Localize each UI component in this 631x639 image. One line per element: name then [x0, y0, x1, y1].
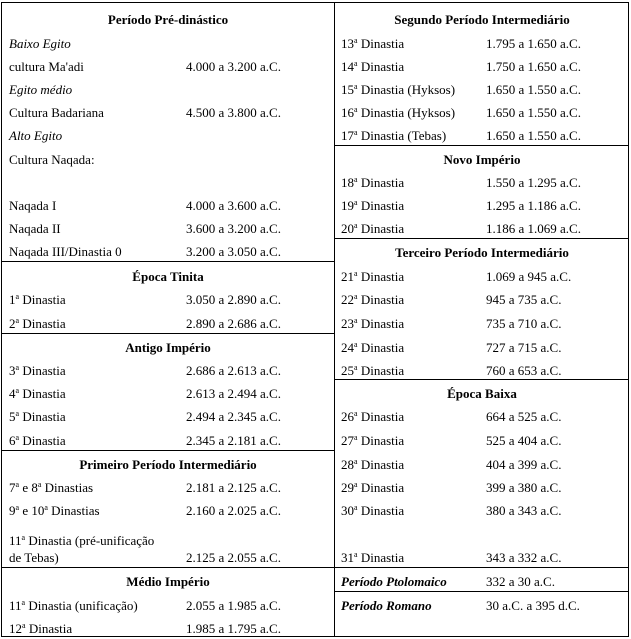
section-divider [334, 379, 629, 380]
dynasty-label: 21$^a$ Dinastia [341, 269, 405, 284]
dynasty-date: 2.686 a 2.613 a.C. [186, 363, 281, 378]
section-divider [1, 261, 334, 262]
period-date: 332 a 30 a.C. [486, 574, 555, 589]
period-date: 4.500 a 3.800 a.C. [186, 105, 281, 120]
period-label: cultura Ma'adi [9, 59, 84, 74]
section-title: Época Tinita [132, 269, 204, 284]
dynasty-date: 735 a 710 a.C. [486, 316, 562, 331]
dynasty-label: 27$^a$ Dinastia [341, 433, 405, 448]
dynasty-label: 22$^a$ Dinastia [341, 292, 405, 307]
dynasty-label: 19$^a$ Dinastia [341, 198, 405, 213]
dynasty-label: 30$^a$ Dinastia [341, 503, 405, 518]
section-title: Novo Império [443, 152, 521, 167]
dynasty-date: 2.613 a 2.494 a.C. [186, 386, 281, 401]
period-date: 4.000 a 3.200 a.C. [186, 59, 281, 74]
period-label: Cultura Badariana [9, 105, 104, 120]
dynasty-date: 380 a 343 a.C. [486, 503, 562, 518]
dynasty-label: 9$^a$ e 10$^a$ Dinastias [9, 503, 100, 518]
dynasty-label: 11$^a$ Dinastia (pré-unificação [9, 533, 155, 548]
section-title: Médio Império [126, 574, 210, 589]
dynasty-label: 12$^a$ Dinastia [9, 621, 73, 636]
dynasty-label: 24$^a$ Dinastia [341, 340, 405, 355]
dynasty-date: 1.750 a 1.650 a.C. [486, 59, 581, 74]
section-divider [334, 591, 629, 592]
dynasty-label: 5$^a$ Dinastia [9, 409, 66, 424]
dynasty-label: 15$^a$ Dinastia (Hyksos) [341, 82, 456, 97]
section-title: Primeiro Período Intermediário [79, 457, 257, 472]
dynasty-label: 23$^a$ Dinastia [341, 316, 405, 331]
section-title: Época Baixa [447, 386, 517, 401]
region-label: Baixo Egito [9, 36, 71, 51]
period-date: 30 a.C. a 395 d.C. [486, 598, 580, 613]
period-date: 3.600 a 3.200 a.C. [186, 221, 281, 236]
dynasty-date: 404 a 399 a.C. [486, 457, 562, 472]
dynasty-date: 2.181 a 2.125 a.C. [186, 480, 281, 495]
dynasty-date: 664 a 525 a.C. [486, 409, 562, 424]
dynasty-date: 2.890 a 2.686 a.C. [186, 316, 281, 331]
dynasty-date: 1.650 a 1.550 a.C. [486, 82, 581, 97]
dynasty-date: 1.985 a 1.795 a.C. [186, 621, 281, 636]
period-label: Cultura Naqada: [9, 152, 95, 167]
dynasty-date: 525 a 404 a.C. [486, 433, 562, 448]
period-label: Naqada I [9, 198, 57, 213]
dynasty-label: 31$^a$ Dinastia [341, 550, 405, 565]
dynasty-date: 760 a 653 a.C. [486, 363, 562, 378]
dynasty-date: 1.069 a 945 a.C. [486, 269, 572, 284]
dynasty-date: 2.125 a 2.055 a.C. [186, 550, 281, 565]
dynasty-label-continued: de Tebas) [9, 550, 59, 565]
dynasty-label: 25$^a$ Dinastia [341, 363, 405, 378]
dynasty-date: 2.160 a 2.025 a.C. [186, 503, 281, 518]
dynasty-date: 1.550 a 1.295 a.C. [486, 175, 581, 190]
dynasty-label: 4$^a$ Dinastia [9, 386, 66, 401]
section-divider [1, 450, 334, 451]
section-divider [1, 567, 334, 568]
column-divider [334, 2, 335, 637]
dynasty-label: 2$^a$ Dinastia [9, 316, 66, 331]
dynasty-label: 18$^a$ Dinastia [341, 175, 405, 190]
dynasty-date: 1.795 a 1.650 a.C. [486, 36, 581, 51]
dynasty-label: 13$^a$ Dinastia [341, 36, 405, 51]
period-title: Período Romano [341, 598, 432, 613]
section-divider [334, 567, 629, 568]
dynasty-date: 1.186 a 1.069 a.C. [486, 221, 581, 236]
period-date: 4.000 a 3.600 a.C. [186, 198, 281, 213]
dynasty-date: 399 a 380 a.C. [486, 480, 562, 495]
dynasty-date: 343 a 332 a.C. [486, 550, 562, 565]
dynasty-date: 2.494 a 2.345 a.C. [186, 409, 281, 424]
region-label: Egito médio [9, 82, 73, 97]
dynasty-label: 26$^a$ Dinastia [341, 409, 405, 424]
dynasty-label: 14$^a$ Dinastia [341, 59, 405, 74]
dynasty-date: 1.650 a 1.550 a.C. [486, 105, 581, 120]
section-title: Terceiro Período Intermediário [395, 245, 569, 260]
dynasty-label: 3$^a$ Dinastia [9, 363, 66, 378]
dynasty-label: 11$^a$ Dinastia (unificação) [9, 598, 138, 613]
dynasty-date: 727 a 715 a.C. [486, 340, 562, 355]
dynasty-date: 1.650 a 1.550 a.C. [486, 128, 581, 143]
period-label: Naqada III/Dinastia 0 [9, 244, 122, 259]
dynasty-date: 1.295 a 1.186 a.C. [486, 198, 581, 213]
section-title: Período Pré-dinástico [107, 12, 229, 27]
period-date: 3.200 a 3.050 a.C. [186, 244, 281, 259]
dynasty-date: 2.345 a 2.181 a.C. [186, 433, 281, 448]
dynasty-date: 2.055 a 1.985 a.C. [186, 598, 281, 613]
dynasty-label: 17$^a$ Dinastia (Tebas) [341, 128, 447, 143]
dynasty-label: 28$^a$ Dinastia [341, 457, 405, 472]
section-divider [334, 145, 629, 146]
region-label: Alto Egito [9, 128, 63, 143]
dynasty-label: 29$^a$ Dinastia [341, 480, 405, 495]
section-title: Antigo Império [125, 340, 211, 355]
dynasty-date: 3.050 a 2.890 a.C. [186, 292, 281, 307]
dynasty-label: 16$^a$ Dinastia (Hyksos) [341, 105, 456, 120]
dynasty-label: 7$^a$ e 8$^a$ Dinastias [9, 480, 94, 495]
dynasty-date: 945 a 735 a.C. [486, 292, 562, 307]
dynasty-label: 1$^a$ Dinastia [9, 292, 66, 307]
period-title: Período Ptolomaico [341, 574, 447, 589]
section-divider [1, 333, 334, 334]
dynasty-label: 20$^a$ Dinastia [341, 221, 405, 236]
period-label: Naqada II [9, 221, 61, 236]
dynasty-label: 6$^a$ Dinastia [9, 433, 66, 448]
section-title: Segundo Período Intermediário [394, 12, 570, 27]
section-divider [334, 238, 629, 239]
